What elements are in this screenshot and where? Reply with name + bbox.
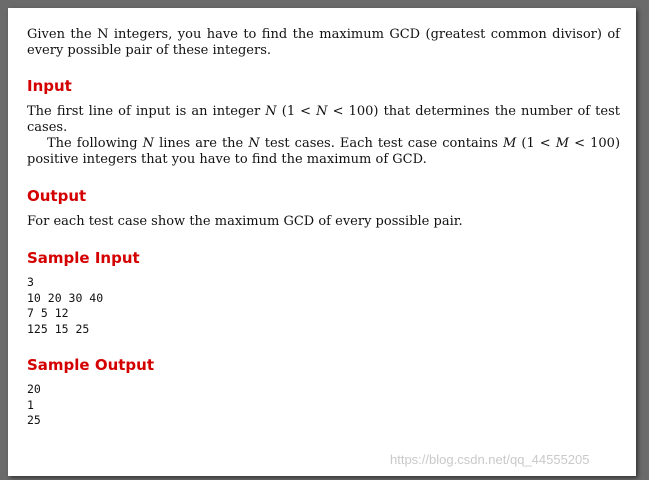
output-heading: Output <box>27 187 87 205</box>
problem-statement <box>27 27 620 429</box>
document-page <box>8 8 636 476</box>
output-paragraph: For each test case show the maximum GCD of every possible pair. <box>27 214 463 229</box>
sample-output-block <box>27 382 620 429</box>
input-paragraph-1: The first line of input is an integer N (1 < N < 100) that determines the number of test cases. <box>27 104 620 135</box>
sample-input-line: 7 5 12 <box>27 306 69 320</box>
watermark-url: https://blog.csdn.net/qq_44555205 <box>390 452 590 467</box>
sample-input-line: 125 15 25 <box>27 321 90 336</box>
sample-output-heading: Sample Output <box>27 356 155 374</box>
sample-output-line: 1 <box>27 397 34 412</box>
sample-input-line: 3 <box>27 275 34 289</box>
sample-input-heading: Sample Input <box>27 249 140 267</box>
intro-paragraph: Given the N integers, you have to find the maximum GCD (greatest common divisor) of every possible pair of these integers. <box>27 27 620 58</box>
input-paragraph-2: The following N lines are the N test cases. Each test case contains M (1 < M < 100) positive integers that you have to find the maximum of GCD. <box>27 136 621 167</box>
sample-input-line: 10 20 30 40 <box>27 290 104 305</box>
input-heading: Input <box>27 77 72 95</box>
sample-output-line: 20 <box>27 382 41 396</box>
sample-input-block <box>27 275 620 337</box>
sample-output-line: 25 <box>27 413 41 427</box>
